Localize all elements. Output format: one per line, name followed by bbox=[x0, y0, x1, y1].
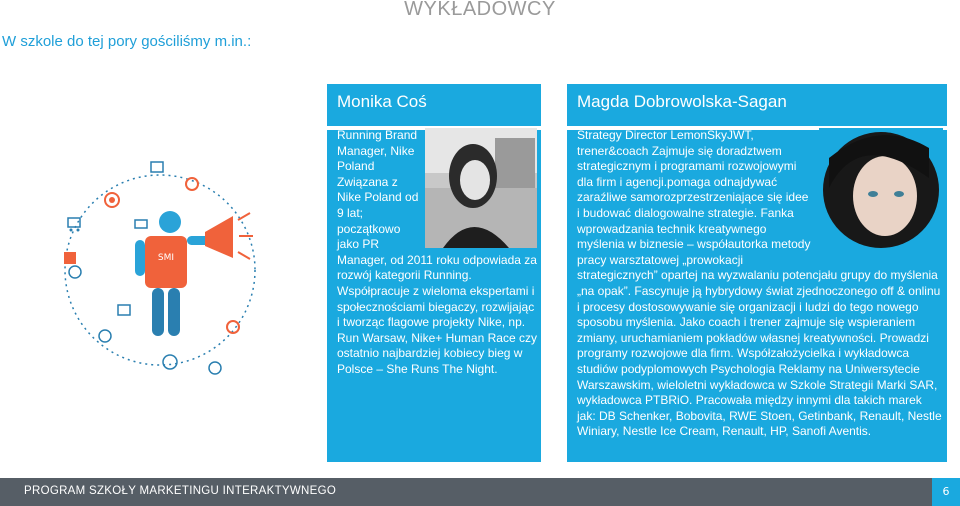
speaker-card-monika bbox=[327, 84, 541, 462]
shirt-label: SMI bbox=[157, 253, 175, 263]
megaphone-icon bbox=[205, 216, 233, 258]
speaker-bio bbox=[337, 128, 537, 378]
calendar-icon bbox=[118, 305, 130, 315]
gear-icon bbox=[186, 178, 198, 190]
page-number: 6 bbox=[932, 478, 960, 506]
cart-icon bbox=[68, 218, 80, 227]
handshake-icon bbox=[135, 220, 147, 228]
person-left-leg bbox=[152, 288, 164, 336]
person-left-arm bbox=[135, 240, 145, 276]
speaker-bio-text: Strategy Director LemonSkyJWT, trener&coach Zajmuje się doradztwem strategicznym i programami rozwojowymi dla firm i agencji.pomaga odnajdywać zaraźliwe samorozprzestrzeniające się idee i budować dialogowalne strategie. Fanka wprowadzania technik kreatywnego myślenia w biznesie – współautorka metody pracy warsztatowej „prowokacji strategicznych” opartej na wyzwalaniu potencjału grupy do myślenia „na opak”. Fascynuje ją hybrydowy świat zjednoczonego off & onlinu i procesy dostosowywanie się organizacji i ludzi do tego nowego sposobu myślenia. Jako coach i trener zajmuje się wspieraniem zmiany, uruchamianiem pokładów własnej kreatywności. Prowadzi programy rozwojowe dla firm. Współzałożycielka i wykładowca studiów podyplomowych Psychologia Reklamy na Uniwersytecie Warszawskim, wieloletni wykładowca w Szkole Strategii Marki SAR, wykładowca PTBRiO. Pracowała między innymi dla takich marek jak: DB Schenker, Bobovita, RWE Stoen, Getinbank, Renault, Nestle Winiary, Nestle Ice Cream, Renault, HP, Sanofi Aventis. bbox=[577, 128, 942, 439]
speaker-photo bbox=[425, 128, 537, 248]
chart-icon bbox=[64, 252, 76, 264]
speaker-card-magda bbox=[567, 84, 947, 462]
speaker-photo bbox=[819, 128, 943, 250]
person-head-icon bbox=[159, 211, 181, 233]
people-icon bbox=[69, 266, 81, 278]
page-subtitle: W szkole do tej pory gościliśmy m.in.: bbox=[2, 33, 252, 50]
head-gears-icon bbox=[163, 355, 177, 369]
speaker-name: Magda Dobrowolska-Sagan bbox=[577, 92, 787, 111]
browser-icon bbox=[151, 162, 163, 172]
footer-bar bbox=[0, 478, 960, 506]
footer-program-title: PROGRAM SZKOŁY MARKETINGU INTERAKTYWNEGO bbox=[24, 485, 337, 497]
speaker-bio-text: Running Brand Manager, Nike Poland Związana z Nike Poland od 9 lat; początkowo jako PR Manager, od 2011 roku odpowiada za rozwój kategorii Running. Współpracuje z wieloma ekspertami i społecznościami biegaczy, rozwijając i tworząc flagowe projekty Nike, np. Run Warsaw, Nike+ Human Race czy ostatnio najbardziej kobiecy bieg w Polsce – She Runs The Night. bbox=[337, 128, 537, 376]
page-title: WYKŁADOWCY bbox=[404, 0, 556, 20]
globe-icon bbox=[209, 362, 221, 374]
speaker-name: Monika Coś bbox=[337, 92, 427, 111]
speaker-bio bbox=[577, 128, 943, 440]
portrait-photo-icon bbox=[819, 128, 943, 250]
portrait-photo-icon bbox=[425, 128, 537, 248]
person-right-leg bbox=[168, 288, 180, 336]
lightbulb-icon bbox=[99, 330, 111, 342]
marketing-illustration bbox=[55, 150, 265, 390]
